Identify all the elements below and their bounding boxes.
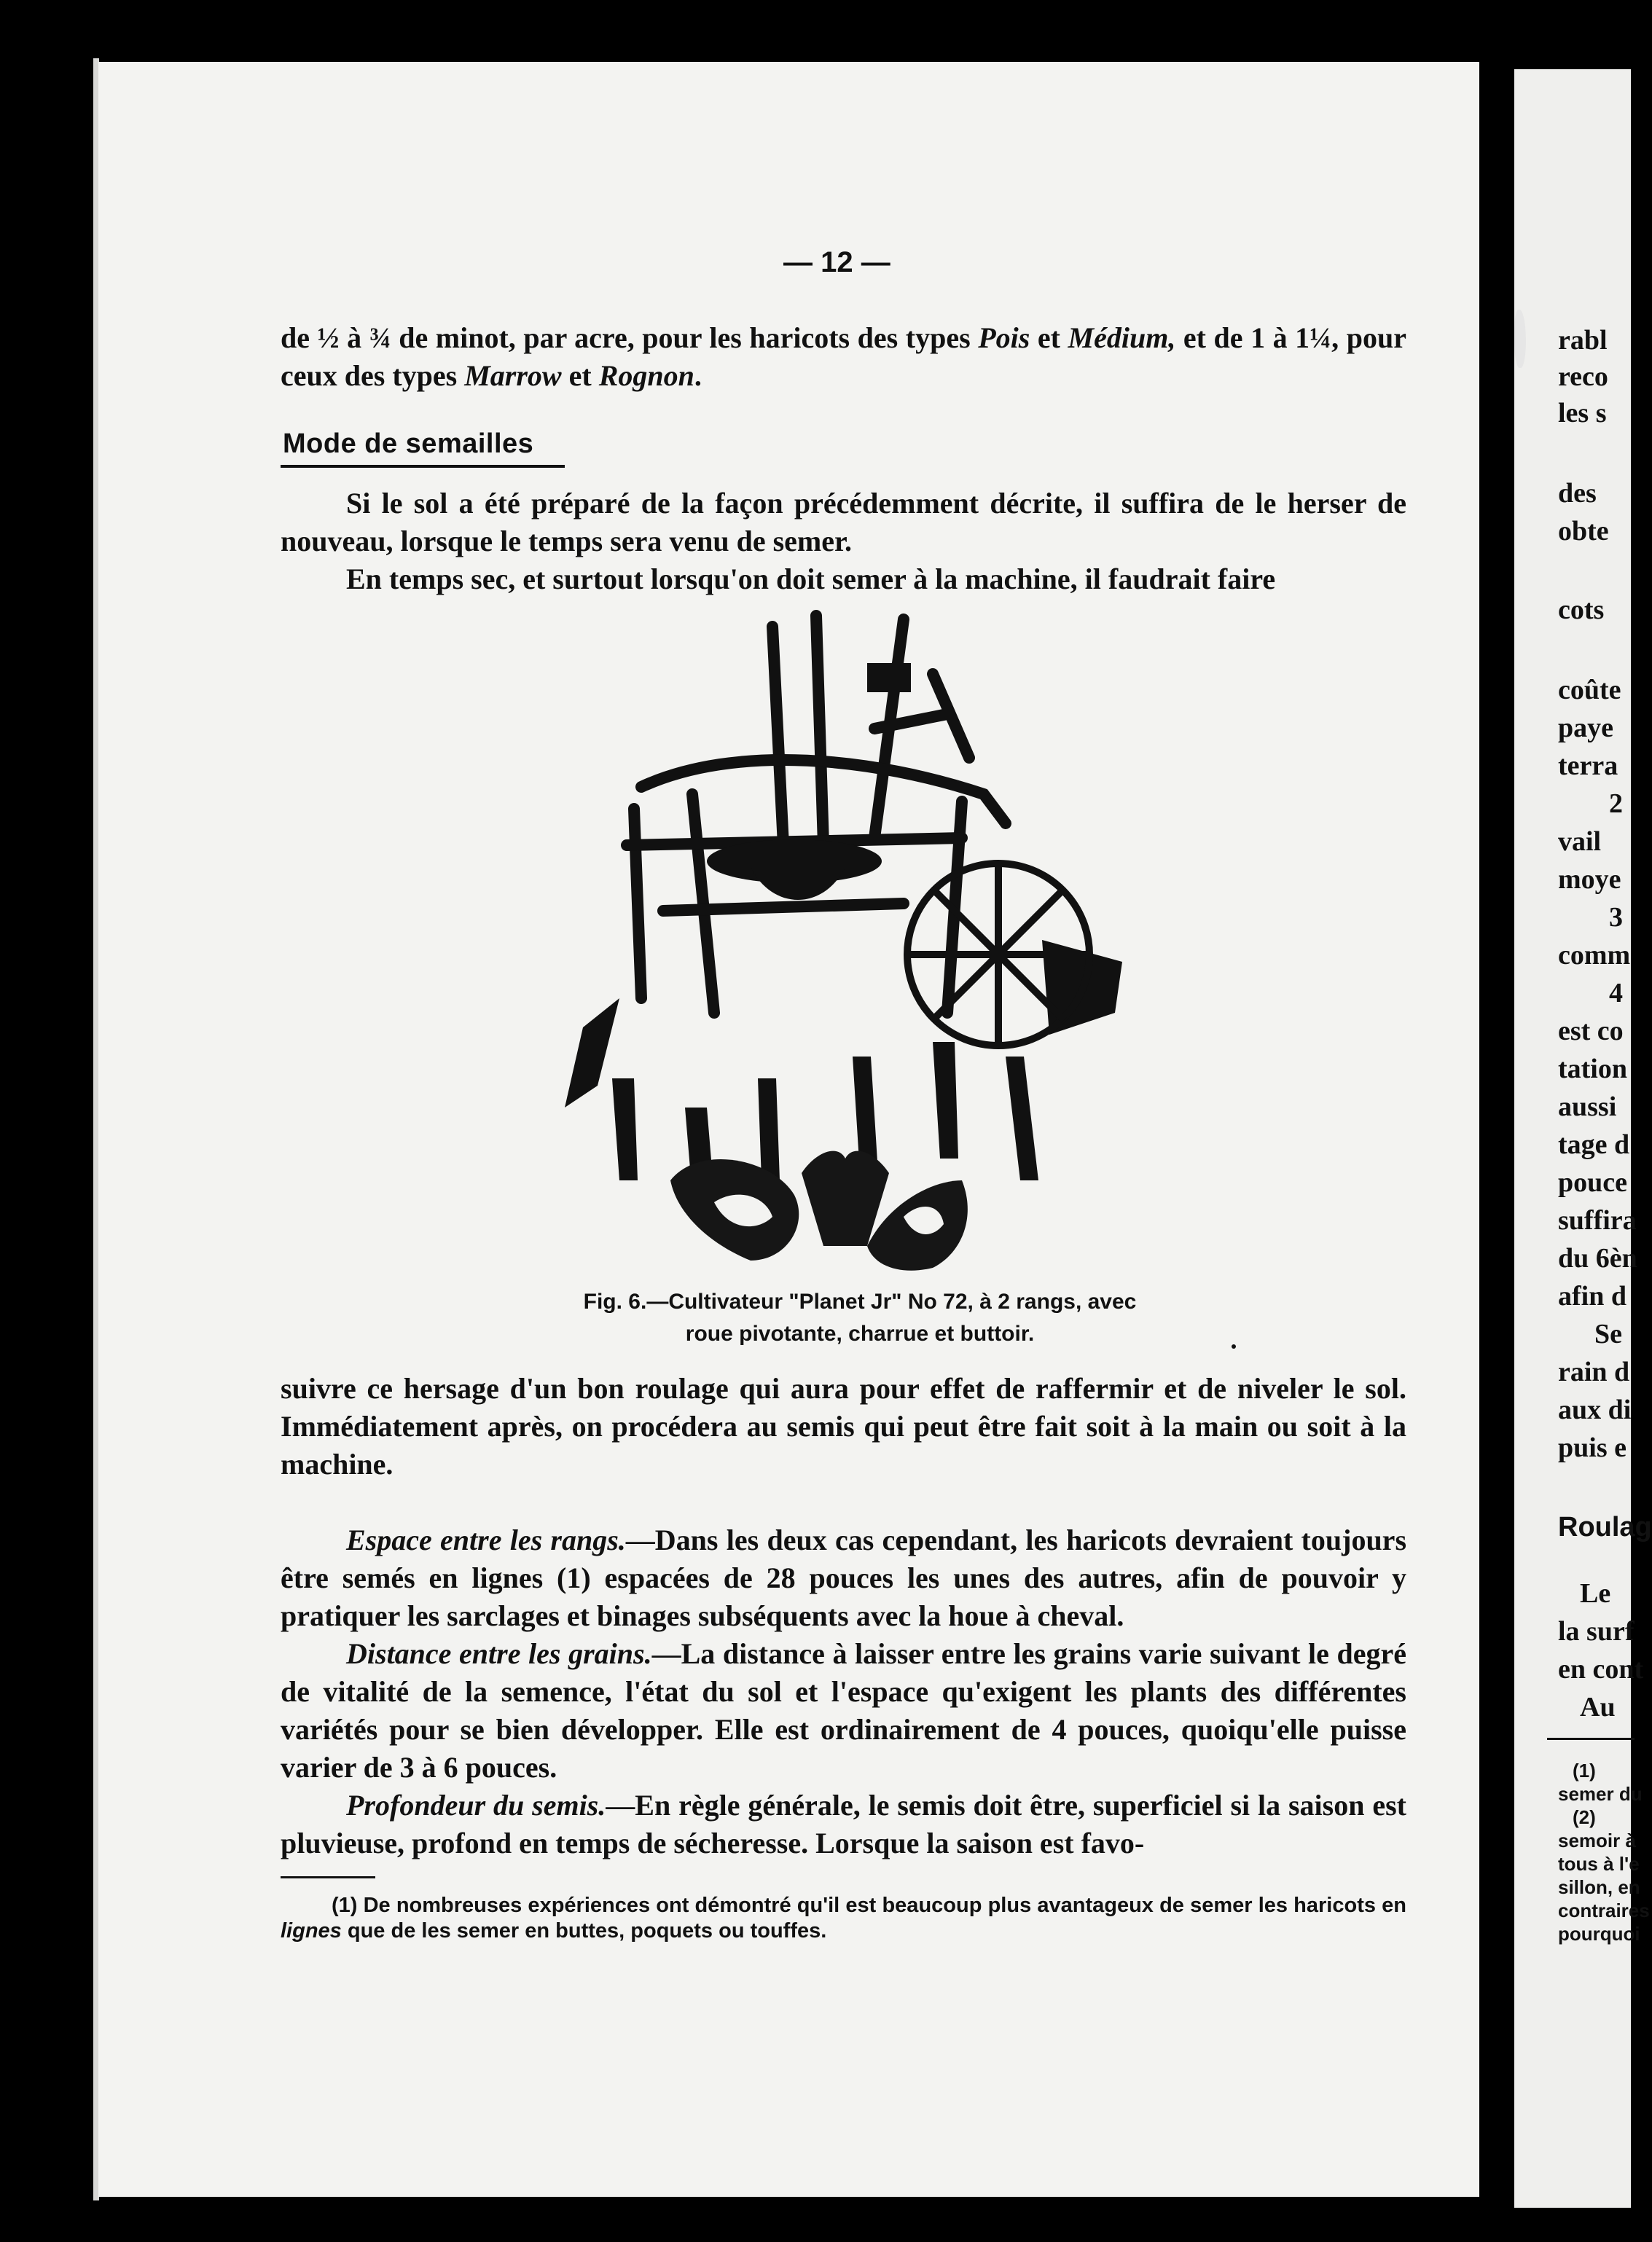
adjacent-fragment: tage d: [1558, 1129, 1630, 1160]
intro-text-5: .: [694, 359, 702, 392]
adjacent-note: (1): [1573, 1760, 1596, 1782]
adjacent-fragment: Roulag: [1558, 1512, 1652, 1543]
adjacent-fragment: vail: [1558, 826, 1602, 857]
espace-body: —Dans les deux cas cependant, les haricots devraient toujours être semés en lignes (1) espacées de 28 pouces les unes des autres, afin de pouvoir y pratiquer les sarclages et binages subséquents avec la houe à cheval.: [281, 1524, 1407, 1632]
adjacent-note: sillon, en: [1558, 1876, 1640, 1898]
adjacent-fragment: aux di: [1558, 1395, 1632, 1425]
intro-type-rognon: Rognon: [598, 359, 694, 392]
intro-text-1: de ½ à ¾ de minot, par acre, pour les haricots des types: [281, 321, 979, 354]
footnote-rule: [281, 1876, 375, 1878]
adjacent-fragment: 2: [1609, 788, 1623, 819]
adjacent-fragment: 4: [1609, 978, 1623, 1008]
caption-line-2: roue pivotante, charrue et buttoir.: [685, 1322, 1035, 1346]
paragraph-espace: [281, 1521, 1406, 1635]
adjacent-fragment: les s: [1558, 398, 1607, 428]
adjacent-note: pourquoi: [1558, 1923, 1640, 1945]
adjacent-note: (2): [1573, 1806, 1596, 1828]
adjacent-fragment: en cont: [1558, 1654, 1644, 1685]
paragraph-profondeur: [281, 1787, 1406, 1862]
adjacent-note: semer du: [1558, 1783, 1643, 1805]
caption-line-1: Fig. 6.—Cultivateur "Planet Jr" No 72, à 2 rangs, avec: [583, 1290, 1137, 1314]
adjacent-fragment: comm: [1558, 940, 1631, 971]
adjacent-fragment: Se: [1594, 1319, 1622, 1349]
adjacent-fragment: coûte: [1558, 675, 1621, 705]
profondeur-title: Profondeur du semis.: [346, 1789, 606, 1822]
adjacent-fragment: afin d: [1558, 1281, 1626, 1312]
adjacent-fragment: 3: [1609, 902, 1623, 933]
intro-type-pois: Pois: [978, 321, 1030, 354]
adjacent-note: contraires: [1558, 1900, 1650, 1921]
intro-text-2: et: [1030, 321, 1068, 354]
cultivator-illustration: [496, 605, 1195, 1282]
adjacent-fragment: des: [1558, 478, 1597, 509]
adjacent-fragment: est co: [1558, 1016, 1624, 1046]
page-number: — 12 —: [783, 246, 890, 278]
adjacent-footnote-rule: [1547, 1738, 1635, 1740]
profondeur-body: —En règle générale, le semis doit être, superficiel si la saison est pluvieuse, profond en temps de sécheresse. Lorsque la saison est favo-: [281, 1789, 1407, 1859]
intro-text-4: et: [561, 359, 599, 392]
intro-type-medium: Médium,: [1068, 321, 1176, 354]
heading-underline: [281, 465, 565, 468]
adjacent-fragment: la surf: [1558, 1616, 1635, 1647]
adjacent-fragment: Le: [1580, 1578, 1611, 1609]
paragraph-1: Si le sol a été préparé de la façon précédemment décrite, il suffira de le herser de nouveau, lorsque le temps sera venu de semer.: [281, 487, 1406, 557]
adjacent-fragment: aussi: [1558, 1091, 1617, 1122]
adjacent-fragment: tation: [1558, 1054, 1627, 1084]
adjacent-fragment: cots: [1558, 595, 1605, 625]
adjacent-fragment: suffira: [1558, 1205, 1637, 1236]
adjacent-fragment: terra: [1558, 750, 1618, 781]
adjacent-fragment: reco: [1558, 361, 1608, 392]
paragraph-3: suivre ce hersage d'un bon roulage qui aura pour effet de raffermir et de niveler le sol. Immédiatement après, on procédera au semis qui peut être fait soit à la main ou soit à la machine.: [281, 1372, 1406, 1481]
footnote: [281, 1893, 1406, 1944]
adjacent-fragment: obte: [1558, 516, 1609, 546]
adjacent-fragment: rain d: [1558, 1357, 1630, 1387]
adjacent-fragment: Au: [1580, 1692, 1616, 1722]
distance-title: Distance entre les grains.: [346, 1637, 652, 1670]
adjacent-fragment: paye: [1558, 713, 1613, 743]
paragraph-distance: [281, 1635, 1406, 1787]
adjacent-fragment: du 6èn: [1558, 1243, 1637, 1274]
paragraph-2: En temps sec, et surtout lorsqu'on doit semer à la machine, il faudrait faire: [346, 563, 1276, 595]
speck: [1232, 1344, 1236, 1349]
footnote-text-b: lignes: [281, 1919, 342, 1943]
lower-paragraphs: [281, 1370, 1406, 1862]
adjacent-fragment: rabl: [1558, 325, 1608, 356]
adjacent-fragment: moye: [1558, 864, 1621, 895]
intro-type-marrow: Marrow: [464, 359, 562, 392]
distance-body: —La distance à laisser entre les grains varie suivant le degré de vitalité de la semence, l'état du sol et l'espace qu'exigent les plants des différentes variétés pour se bien développer. Elle est ordinairement de 4 pouces, quoiqu'elle puisse varier de 3 à 6 pouces.: [281, 1637, 1407, 1784]
adjacent-fragment: pouce: [1558, 1167, 1627, 1198]
intro-text-3: et de 1 à 1¼, pour ceux des types: [281, 321, 1406, 392]
adjacent-note: tous à l'e: [1558, 1853, 1640, 1875]
adjacent-note: semoir à: [1558, 1830, 1636, 1851]
section-heading: Mode de semailles: [283, 428, 534, 459]
intro-paragraph: [281, 319, 1406, 395]
adjacent-fragment: puis e: [1558, 1432, 1626, 1463]
adjacent-page-blot: [1514, 310, 1526, 368]
footnote-text-c: que de les semer en buttes, poquets ou touffes.: [341, 1919, 827, 1943]
footnote-text-a: (1) De nombreuses expériences ont démontré qu'il est beaucoup plus avantageux de semer les haricots en: [332, 1894, 1406, 1917]
mode-paragraphs: [281, 485, 1406, 598]
figure-caption: [503, 1286, 1217, 1350]
espace-title: Espace entre les rangs.: [346, 1524, 626, 1556]
adjacent-page: [1514, 69, 1652, 2208]
